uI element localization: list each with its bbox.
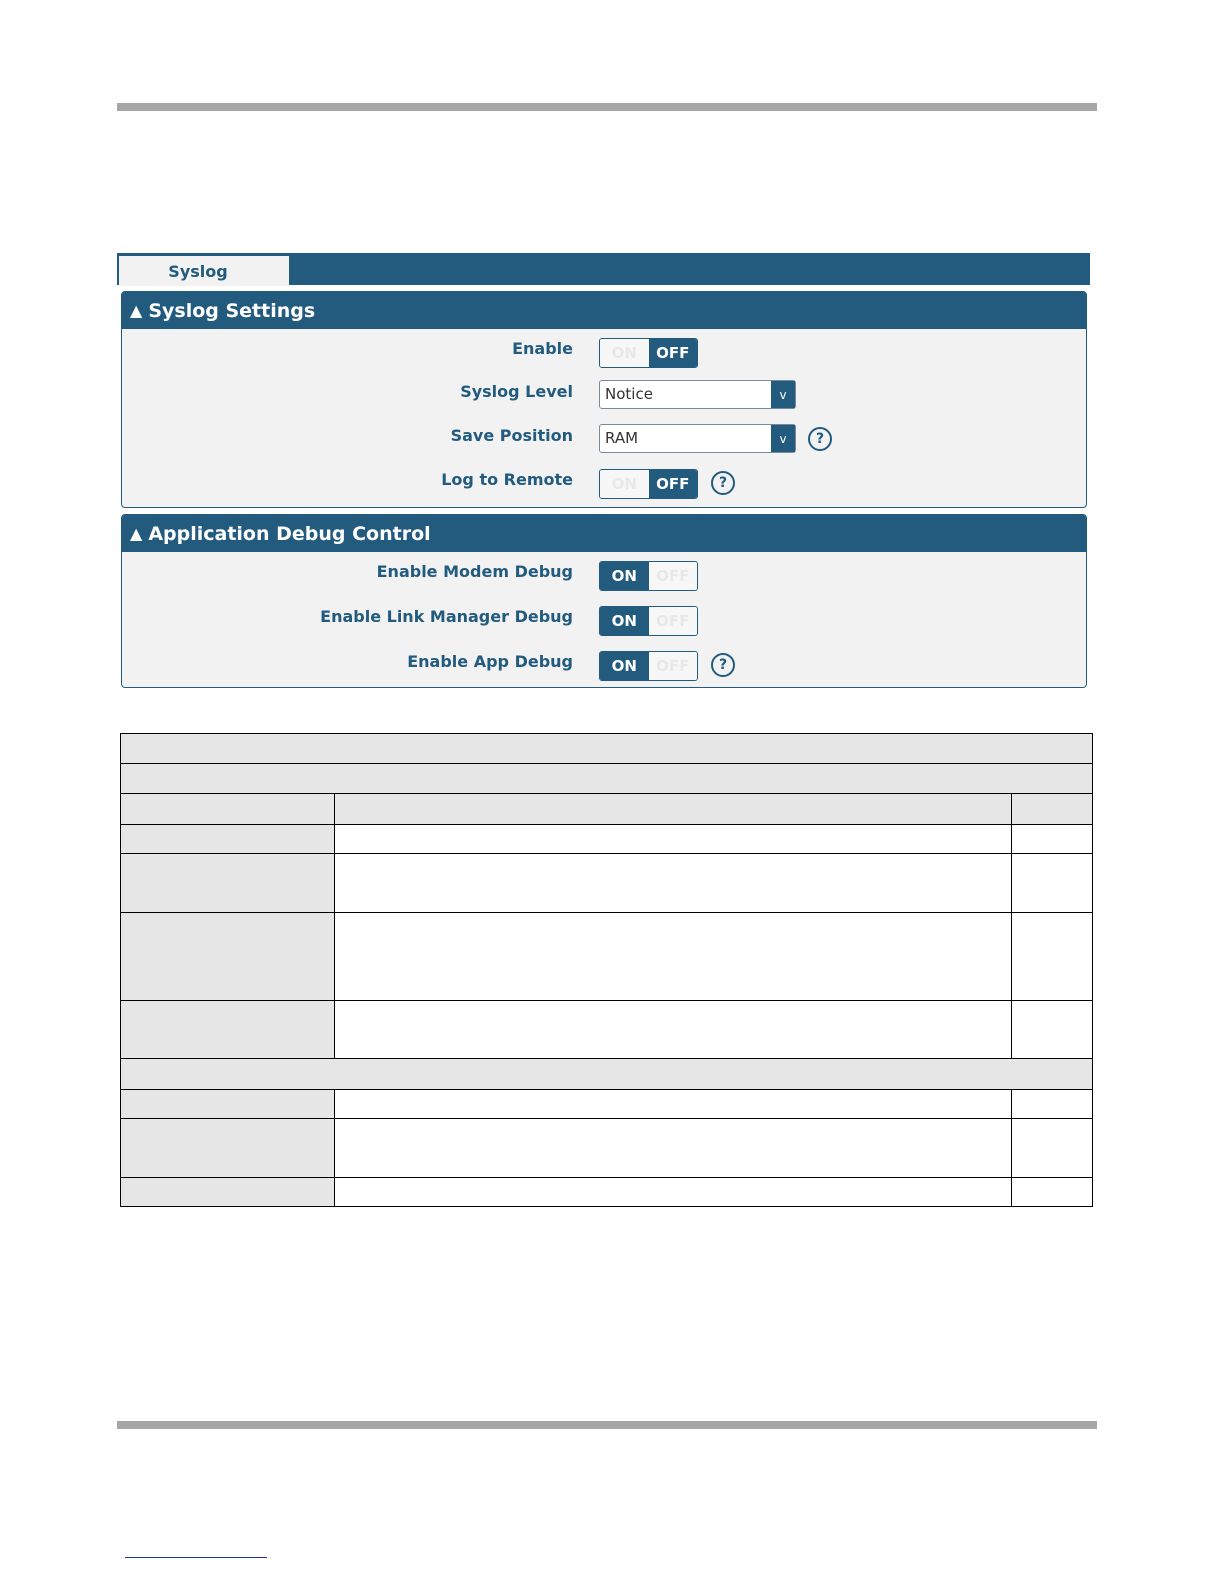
table-cell <box>1012 1119 1093 1178</box>
tab-syslog[interactable]: Syslog <box>119 256 289 286</box>
syslog-level-row <box>122 379 1086 409</box>
link-manager-debug-row <box>122 604 1086 634</box>
modem-debug-label: Enable Modem Debug <box>376 562 573 581</box>
toggle-on: ON <box>600 607 649 635</box>
help-icon[interactable]: ? <box>808 427 832 451</box>
table-header-row <box>121 794 1093 825</box>
toggle-on: ON <box>600 470 649 498</box>
link-manager-debug-toggle[interactable] <box>599 606 698 636</box>
table-cell <box>121 913 335 1001</box>
table-cell <box>1012 1090 1093 1119</box>
app-debug-header[interactable] <box>122 515 1086 552</box>
save-position-value: RAM <box>605 429 639 447</box>
table-cell <box>1012 854 1093 913</box>
table-cell <box>121 1001 335 1059</box>
save-position-label: Save Position <box>450 426 573 445</box>
table-cell <box>1012 1001 1093 1059</box>
table-cell <box>1012 913 1093 1001</box>
app-debug-row <box>122 649 1086 679</box>
table-cell <box>335 1178 1012 1207</box>
log-to-remote-label: Log to Remote <box>441 470 573 489</box>
table-cell <box>121 1090 335 1119</box>
table-cell <box>121 1178 335 1207</box>
table-cell <box>1012 794 1093 825</box>
toggle-on: ON <box>600 562 649 590</box>
chevron-up-icon: ▲ <box>130 301 143 320</box>
save-position-row <box>122 423 1086 453</box>
toggle-on: ON <box>600 339 649 367</box>
parameter-table <box>120 733 1093 1207</box>
table-cell <box>121 734 1093 764</box>
table-row <box>121 913 1093 1001</box>
table-cell <box>121 1119 335 1178</box>
app-debug-title: Application Debug Control <box>148 522 431 545</box>
footer-link-underline <box>125 1557 267 1558</box>
log-to-remote-toggle[interactable] <box>599 469 698 499</box>
syslog-settings-panel <box>121 291 1087 508</box>
table-row <box>121 1090 1093 1119</box>
table-title-row <box>121 734 1093 764</box>
table-row <box>121 825 1093 854</box>
help-icon[interactable]: ? <box>711 653 735 677</box>
modem-debug-row <box>122 559 1086 589</box>
syslog-level-label: Syslog Level <box>460 382 573 401</box>
table-cell <box>335 1090 1012 1119</box>
table-cell <box>335 854 1012 913</box>
syslog-settings-title: Syslog Settings <box>148 299 316 322</box>
table-cell <box>121 794 335 825</box>
header-rule <box>117 103 1097 111</box>
toggle-off: OFF <box>649 470 698 498</box>
table-cell <box>335 1001 1012 1059</box>
table-row <box>121 1178 1093 1207</box>
app-debug-toggle[interactable] <box>599 651 698 681</box>
chevron-down-icon: v <box>771 425 795 452</box>
toggle-off: OFF <box>649 339 698 367</box>
app-debug-label: Enable App Debug <box>407 652 573 671</box>
table-row <box>121 1001 1093 1059</box>
toggle-on: ON <box>600 652 649 680</box>
enable-label: Enable <box>512 339 573 358</box>
syslog-level-value: Notice <box>605 385 653 403</box>
syslog-settings-header[interactable] <box>122 292 1086 329</box>
chevron-down-icon: v <box>771 381 795 408</box>
toggle-off: OFF <box>649 652 698 680</box>
chevron-up-icon: ▲ <box>130 524 143 543</box>
table-section-row <box>121 1059 1093 1090</box>
toggle-off: OFF <box>649 562 698 590</box>
log-to-remote-row <box>122 467 1086 497</box>
table-section-row <box>121 764 1093 794</box>
table-cell <box>1012 1178 1093 1207</box>
table-row <box>121 854 1093 913</box>
table-cell <box>335 913 1012 1001</box>
table-row <box>121 1119 1093 1178</box>
table-cell <box>1012 825 1093 854</box>
modem-debug-toggle[interactable] <box>599 561 698 591</box>
save-position-select[interactable] <box>599 424 796 453</box>
help-icon[interactable]: ? <box>711 471 735 495</box>
toggle-off: OFF <box>649 607 698 635</box>
app-debug-panel <box>121 514 1087 688</box>
enable-toggle[interactable] <box>599 338 698 368</box>
table-cell <box>335 794 1012 825</box>
enable-row <box>122 336 1086 366</box>
syslog-level-select[interactable] <box>599 380 796 409</box>
table-cell <box>335 825 1012 854</box>
table-cell <box>335 1119 1012 1178</box>
link-manager-debug-label: Enable Link Manager Debug <box>320 607 573 626</box>
table-cell <box>121 1059 1093 1090</box>
table-cell <box>121 764 1093 794</box>
table-cell <box>121 825 335 854</box>
footer-rule <box>117 1421 1097 1429</box>
table-cell <box>121 854 335 913</box>
